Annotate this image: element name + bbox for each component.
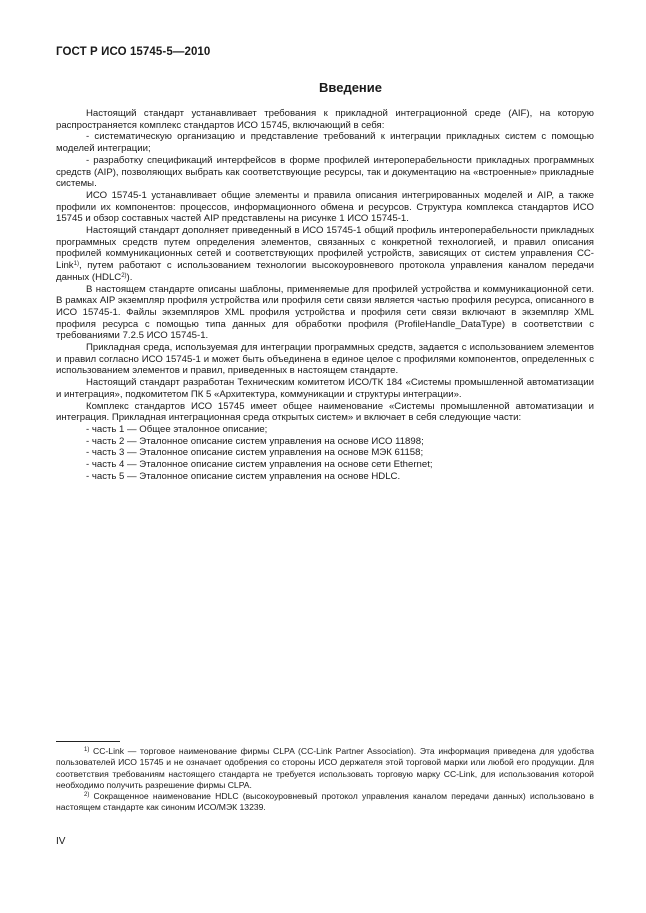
part-list-item: - часть 1 — Общее эталонное описание; [86,423,268,435]
paragraph-3 [56,225,594,284]
list-item-1: - систематическую организацию и представление требований к интеграции прикладных систем с помощью моделей интеграции; [56,131,594,155]
footnote-2-mark: 2) [84,792,90,799]
part-list-item: - часть 3 — Эталонное описание систем управления на основе МЭК 61158; [86,447,424,459]
footnote-divider [56,741,120,742]
paragraph-1: Настоящий стандарт устанавливает требования к прикладной интеграционной среде (AIF), на которую распространяется комплекс стандартов ИСО 15745, включающий в себя: [56,108,594,131]
footnote-2 [56,791,594,814]
paragraph-4: В настоящем стандарте описаны шаблоны, применяемые для профилей устройства и коммуникационной сети. В рамках AIP экземпляр профиля устройства или профиля сети связи является частью профиля ресурса, описанного в ИСО 15745-1. Файлы экземпляров XML профиля устройства и профиля сети связи включают в экземпляр XML профиля ресурса с помощью типа данных для обработки профиля (ProfileHandle_DataType) в соответствии с требованиями 7.2.5 ИСО 15745-1. [56,283,594,342]
footnote-2-text: Сокращенное наименование HDLC (высокоуровневый протокол управления каналом передачи данных) использовано в настоящем стандарте как синоним ИСО/МЭК 13239. [56,791,594,813]
part-list-item: - часть 2 — Эталонное описание систем управления на основе ИСО 11898; [86,435,424,447]
paragraph-5: Прикладная среда, используемая для интеграции программных средств, задается с использованием элементов и правил согласно ИСО 15745-1 и может быть объединена в единое целое с профилями компонентов, определенных с использованием элементов и правил, приведенных в настоящем стандарте. [56,342,594,377]
footnote-1-text: CC-Link — торговое наименование фирмы CLPA (CC-Link Partner Association). Эта информация приведена для удобства пользователей ИСО 15745 и не означает одобрения со стороны ИСО держателя этой торговой марки или любой его продукции. Для соответствия требованиям настоящего стандарта не требуется использовать торговую марку CC-Link, для использования которой необходимо получить разрешение фирмы CLPA. [56,746,594,790]
part-list-item: - часть 5 — Эталонное описание систем управления на основе HDLC. [86,470,401,482]
footnote-ref-2: 2) [121,272,127,279]
paragraph-3-mid: , путем работают с использованием технологии высокоуровневого протокола управления каналом передачи данных (HDLC [56,260,594,283]
introduction-body [56,108,594,483]
standard-code-header: ГОСТ Р ИСО 15745-5—2010 [56,46,211,58]
footnote-1 [56,746,594,791]
paragraph-3-end: ). [126,271,133,283]
footnote-1-mark: 1) [84,747,90,753]
section-title: Введение [319,80,382,95]
list-item-2: - разработку спецификаций интерфейсов в форме профилей интероперабельности прикладных программных средств (AIP), позволяющих выбрать как соответствующие ресурсы, так и документацию на «встроенные» прикладные системы. [56,154,594,190]
footnotes [56,746,594,814]
paragraph-3-start: Настоящий стандарт дополняет приведенный в ИСО 15745-1 общий профиль интероперабельности прикладных программных средств путем определения элементов, связанных с конкретной технологией, и правил описания профилей коммуникационных сетей и соответствующих профилей устройств, зависящих от систем управления CC-Link [56,225,594,272]
paragraph-2: ИСО 15745-1 устанавливает общие элементы и правила описания интегрированных моделей и AIP, а также профили их компонентов: процессов, информационного обмена и ресурсов. Структура комплекса стандартов ИСО 15745 и обзор составных частей AIP представлены на рисунке 1 ИСО 15745-1. [56,189,594,225]
paragraph-7: Комплекс стандартов ИСО 15745 имеет общее наименование «Системы промышленной автоматизации и интеграция. Прикладная интеграционная среда открытых систем» и включает в себя следующие части: [56,400,594,424]
page-number: IV [56,836,66,847]
paragraph-6: Настоящий стандарт разработан Техническим комитетом ИСО/ТК 184 «Системы промышленной автоматизации и интеграция», подкомитетом ПК 5 «Архитектура, коммуникации и структуры интеграции». [56,377,594,400]
footnote-ref-1: 1) [73,261,79,268]
part-list-item: - часть 4 — Эталонное описание систем управления на основе сети Ethernet; [86,459,433,471]
